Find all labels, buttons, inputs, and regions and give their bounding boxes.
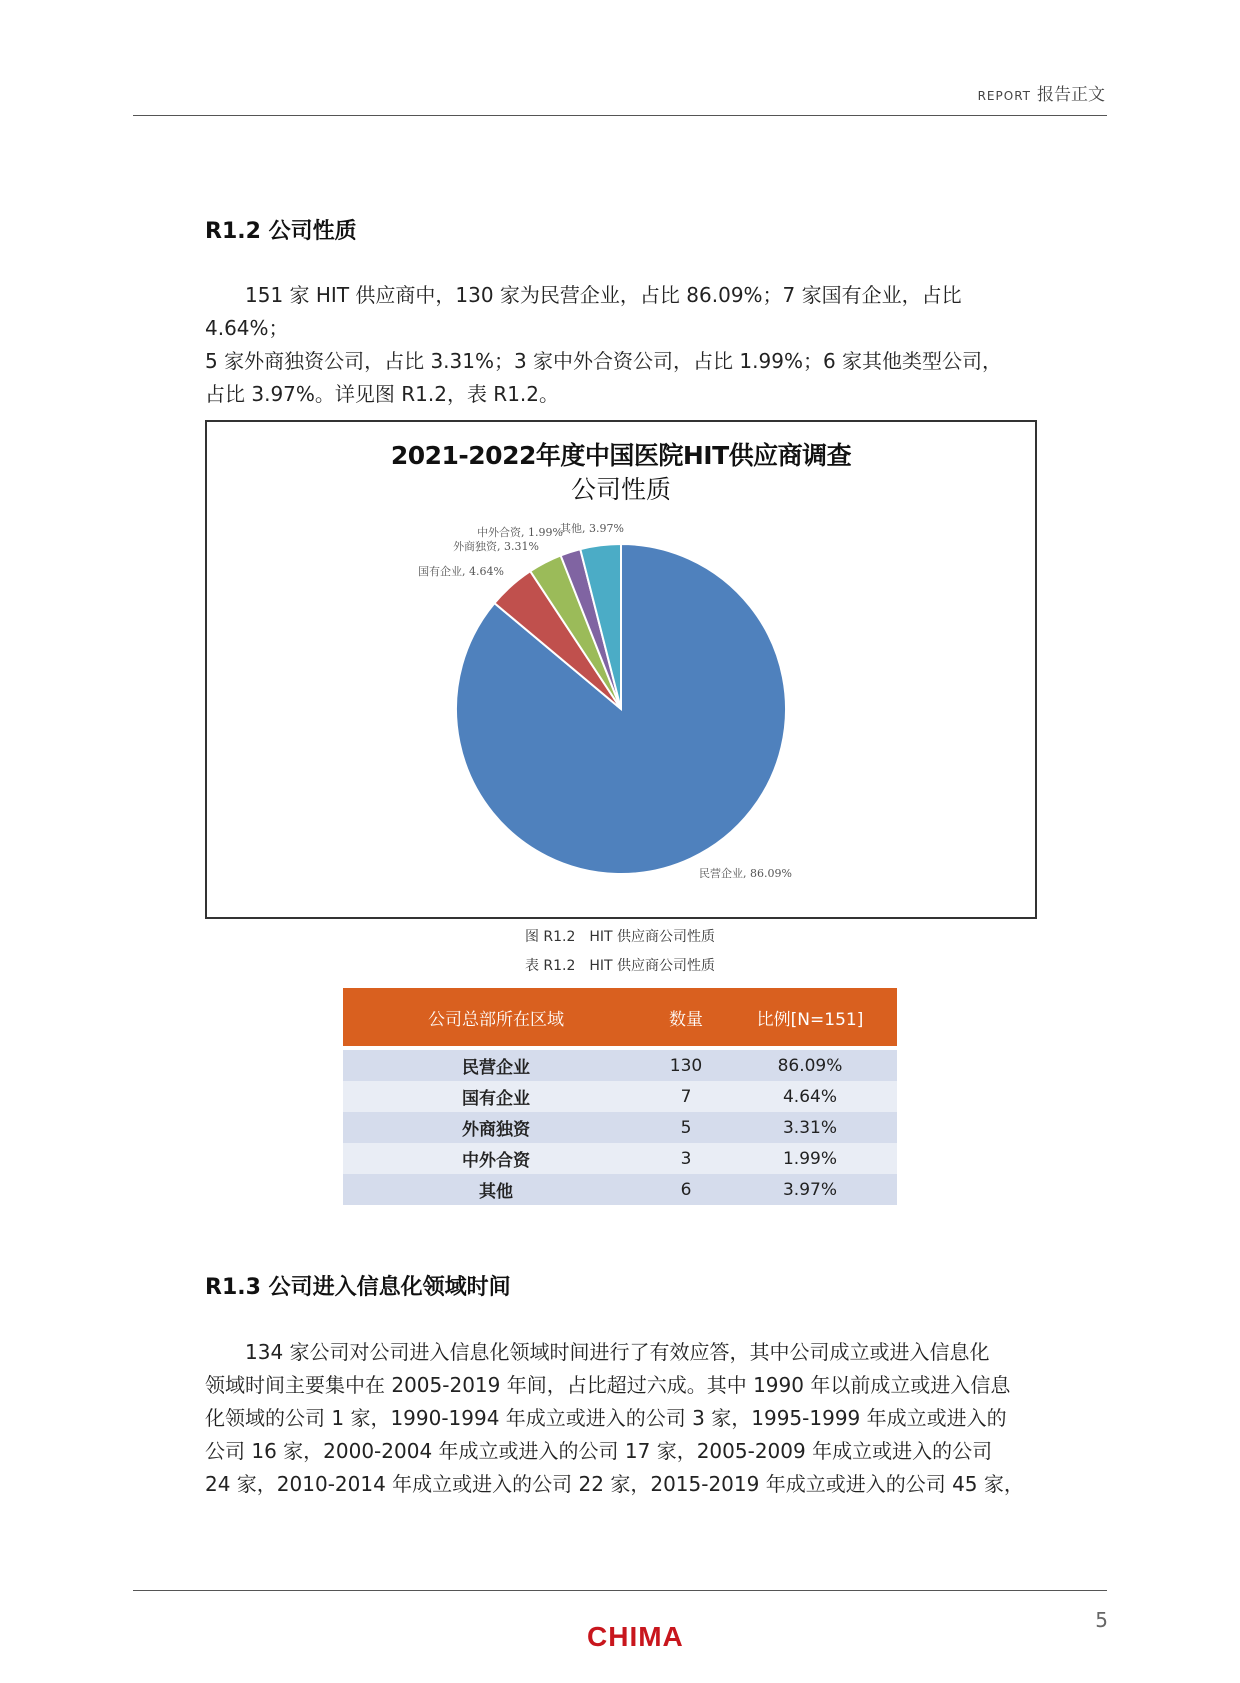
section-heading-r1-3: R1.3 公司进入信息化领域时间	[205, 1275, 511, 1300]
table-header-ratio: 比例[N=151]	[723, 988, 897, 1048]
table-cell-count: 130	[649, 1048, 723, 1081]
table-cell-count: 3	[649, 1143, 723, 1174]
logo-text: CHIMA	[587, 1621, 684, 1652]
table-cell-count: 7	[649, 1081, 723, 1112]
pie-label-5: 其他, 3.97%	[560, 522, 624, 535]
chima-logo	[587, 1618, 697, 1654]
header-rule	[133, 115, 1107, 116]
page-number: 5	[1095, 1608, 1108, 1632]
table-cell-ratio: 3.97%	[723, 1174, 897, 1205]
footer-rule	[133, 1590, 1107, 1591]
table-row	[343, 1174, 897, 1205]
figure-caption: 图 R1.2 HIT 供应商公司性质	[524, 929, 716, 945]
paragraph-line: 151 家 HIT 供应商中，130 家为民营企业，占比 86.09%；7 家国有企业，占比 4.64%；	[205, 283, 962, 340]
section-heading-r1-2: R1.2 公司性质	[205, 219, 357, 244]
table-cell-type: 外商独资	[343, 1112, 649, 1143]
table-header-count: 数量	[649, 988, 723, 1048]
pie-label-1: 民营企业, 86.09%	[699, 867, 792, 880]
table-cell-ratio: 1.99%	[723, 1143, 897, 1174]
paragraph-line: 24 家，2010-2014 年成立或进入的公司 22 家，2015-2019 年成立或进入的公司 45 家，	[205, 1472, 1024, 1496]
paragraph-line: 占比 3.97%。详见图 R1.2，表 R1.2。	[205, 382, 560, 406]
pie-chart	[207, 422, 1035, 917]
table-cell-ratio: 4.64%	[723, 1081, 897, 1112]
chart-subtitle: 公司性质	[570, 475, 671, 504]
header-section-text: 报告正文	[1037, 85, 1105, 105]
table-cell-type: 中外合资	[343, 1143, 649, 1174]
section-paragraph-r1-2	[205, 279, 1045, 411]
paragraph-line: 领域时间主要集中在 2005-2019 年间，占比超过六成。其中 1990 年以前成立或进入信息	[205, 1373, 1011, 1397]
pie-chart-frame	[205, 420, 1037, 919]
table-cell-count: 6	[649, 1174, 723, 1205]
header-report-text: REPORT	[977, 89, 1031, 103]
table-row	[343, 1143, 897, 1174]
chart-title: 2021-2022年度中国医院HIT供应商调查	[390, 441, 852, 470]
paragraph-line: 5 家外商独资公司，占比 3.31%；3 家中外合资公司，占比 1.99%；6 家其他类型公司，	[205, 349, 1003, 373]
company-type-table	[343, 988, 897, 1205]
table-cell-type: 其他	[343, 1174, 649, 1205]
table-row	[343, 1112, 897, 1143]
paragraph-line: 公司 16 家，2000-2004 年成立或进入的公司 17 家，2005-2009 年成立或进入的公司	[205, 1439, 993, 1463]
table-row	[343, 1048, 897, 1081]
table-header-row	[343, 988, 897, 1048]
paragraph-line: 化领域的公司 1 家，1990-1994 年成立或进入的公司 3 家，1995-1999 年成立或进入的	[205, 1406, 1007, 1430]
table-cell-type: 国有企业	[343, 1081, 649, 1112]
header-label	[978, 80, 1105, 105]
table-header-region: 公司总部所在区域	[343, 988, 649, 1048]
table-cell-type: 民营企业	[343, 1048, 649, 1081]
pie-label-4: 中外合资, 1.99%	[477, 526, 563, 539]
table-caption: 表 R1.2 HIT 供应商公司性质	[524, 958, 716, 974]
table-cell-count: 5	[649, 1112, 723, 1143]
table-row	[343, 1081, 897, 1112]
section-paragraph-r1-3	[205, 1336, 1045, 1501]
table-cell-ratio: 86.09%	[723, 1048, 897, 1081]
table-cell-ratio: 3.31%	[723, 1112, 897, 1143]
paragraph-line: 134 家公司对公司进入信息化领域时间进行了有效应答，其中公司成立或进入信息化	[245, 1340, 990, 1364]
pie-label-2: 国有企业, 4.64%	[418, 565, 504, 578]
pie-label-3: 外商独资, 3.31%	[453, 540, 539, 553]
